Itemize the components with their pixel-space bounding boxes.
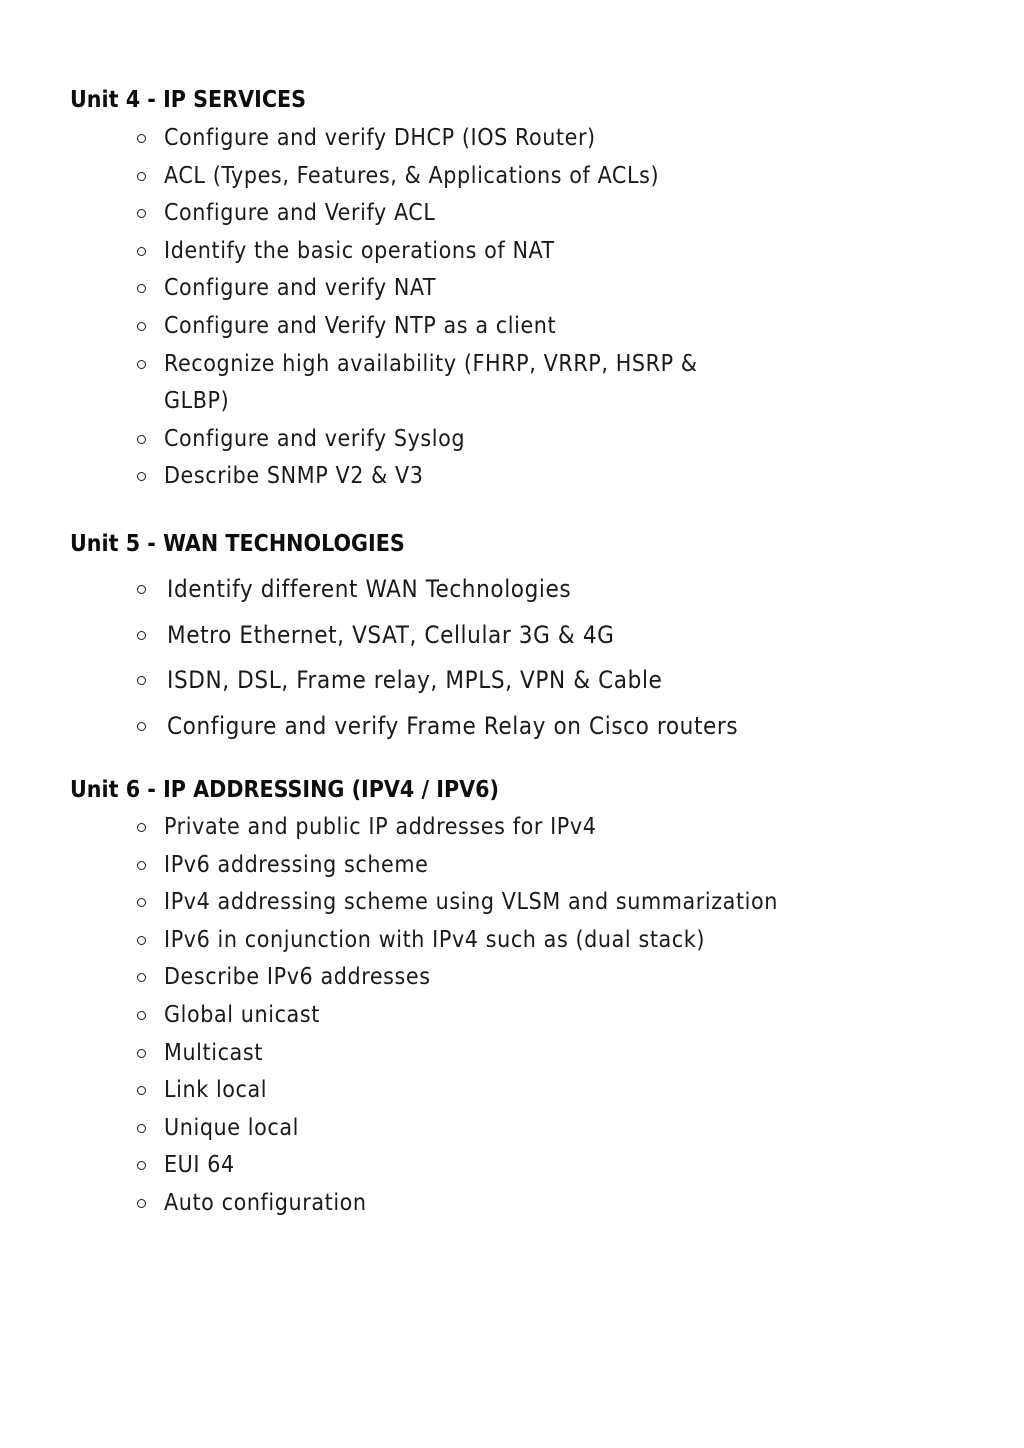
list-item (0, 704, 867, 750)
topic-text: IPv4 addressing scheme using VLSM and summarization (164, 889, 778, 916)
topic-text: Configure and Verify ACL (164, 200, 436, 227)
topic-text: Identify the basic operations of NAT (164, 237, 555, 264)
list-item (0, 809, 864, 847)
hollow-circle-bullet-icon (137, 1086, 146, 1095)
topic-text: Describe SNMP V2 & V3 (164, 463, 424, 490)
topic-text: Private and public IP addresses for IPv4 (164, 814, 597, 840)
list-item (0, 847, 864, 885)
hollow-circle-bullet-icon (137, 936, 146, 945)
topic-text: IPv6 in conjunction with IPv4 such as (dual stack) (164, 926, 706, 953)
hollow-circle-bullet-icon (137, 1049, 146, 1058)
topic-text: Unique local (164, 1114, 299, 1141)
list-item (0, 1185, 864, 1223)
topic-text: Configure and verify Frame Relay on Cisco routers (167, 712, 739, 741)
topic-text: Configure and Verify NTP as a client (164, 312, 557, 339)
hollow-circle-bullet-icon (137, 676, 146, 685)
hollow-circle-bullet-icon (137, 823, 146, 832)
topic-text: Describe IPv6 addresses (164, 964, 431, 991)
list-item (0, 922, 864, 960)
list-item (0, 346, 744, 421)
hollow-circle-bullet-icon (137, 284, 146, 293)
topic-text: Configure and verify Syslog (164, 425, 466, 452)
hollow-circle-bullet-icon (137, 861, 146, 870)
hollow-circle-bullet-icon (137, 172, 146, 181)
hollow-circle-bullet-icon (137, 472, 146, 481)
hollow-circle-bullet-icon (137, 1161, 146, 1170)
list-item (0, 195, 864, 233)
topic-text: Identify different WAN Technologies (167, 575, 572, 603)
hollow-circle-bullet-icon (137, 1199, 146, 1208)
list-item (0, 1147, 864, 1185)
unit-heading: Unit 6 - IP ADDRESSING (IPV4 / IPV6) (70, 777, 499, 803)
list-item (0, 997, 864, 1035)
list-item (0, 120, 864, 158)
topic-text: Configure and verify DHCP (IOS Router) (164, 125, 596, 151)
topic-list (0, 120, 864, 496)
list-item (0, 270, 864, 308)
topic-text: ACL (Types, Features, & Applications of ACLs) (164, 162, 660, 189)
hollow-circle-bullet-icon (137, 247, 146, 256)
list-item (0, 308, 864, 346)
hollow-circle-bullet-icon (137, 134, 146, 143)
list-item (0, 884, 864, 922)
hollow-circle-bullet-icon (137, 585, 146, 594)
topic-text: ISDN, DSL, Frame relay, MPLS, VPN & Cable (167, 666, 663, 695)
topic-text: Auto configuration (164, 1189, 367, 1216)
hollow-circle-bullet-icon (137, 722, 146, 731)
list-item (0, 1110, 864, 1148)
topic-text: Multicast (164, 1039, 263, 1066)
list-item (0, 567, 867, 613)
list-item (0, 613, 867, 659)
topic-text: EUI 64 (164, 1152, 235, 1179)
list-item (0, 421, 864, 459)
hollow-circle-bullet-icon (137, 322, 146, 331)
unit-heading: Unit 5 - WAN TECHNOLOGIES (70, 531, 405, 557)
hollow-circle-bullet-icon (137, 631, 146, 640)
list-item (0, 1072, 864, 1110)
list-item (0, 233, 864, 271)
hollow-circle-bullet-icon (137, 209, 146, 218)
hollow-circle-bullet-icon (137, 360, 146, 369)
topic-text: Global unicast (164, 1001, 320, 1028)
hollow-circle-bullet-icon (137, 435, 146, 444)
topic-text: Metro Ethernet, VSAT, Cellular 3G & 4G (167, 620, 615, 649)
topic-text: Recognize high availability (FHRP, VRRP, HSRP & GLBP) (164, 350, 698, 415)
hollow-circle-bullet-icon (137, 898, 146, 907)
hollow-circle-bullet-icon (137, 1011, 146, 1020)
list-item (0, 1035, 864, 1073)
list-item (0, 158, 864, 196)
list-item (0, 658, 867, 704)
unit-heading: Unit 4 - IP SERVICES (70, 87, 307, 113)
topic-list (0, 567, 867, 750)
hollow-circle-bullet-icon (137, 973, 146, 982)
topic-text: Link local (164, 1077, 268, 1104)
list-item (0, 458, 864, 496)
list-item (0, 959, 864, 997)
topic-list (0, 809, 864, 1223)
topic-text: Configure and verify NAT (164, 275, 437, 302)
hollow-circle-bullet-icon (137, 1124, 146, 1133)
topic-text: IPv6 addressing scheme (164, 851, 429, 878)
